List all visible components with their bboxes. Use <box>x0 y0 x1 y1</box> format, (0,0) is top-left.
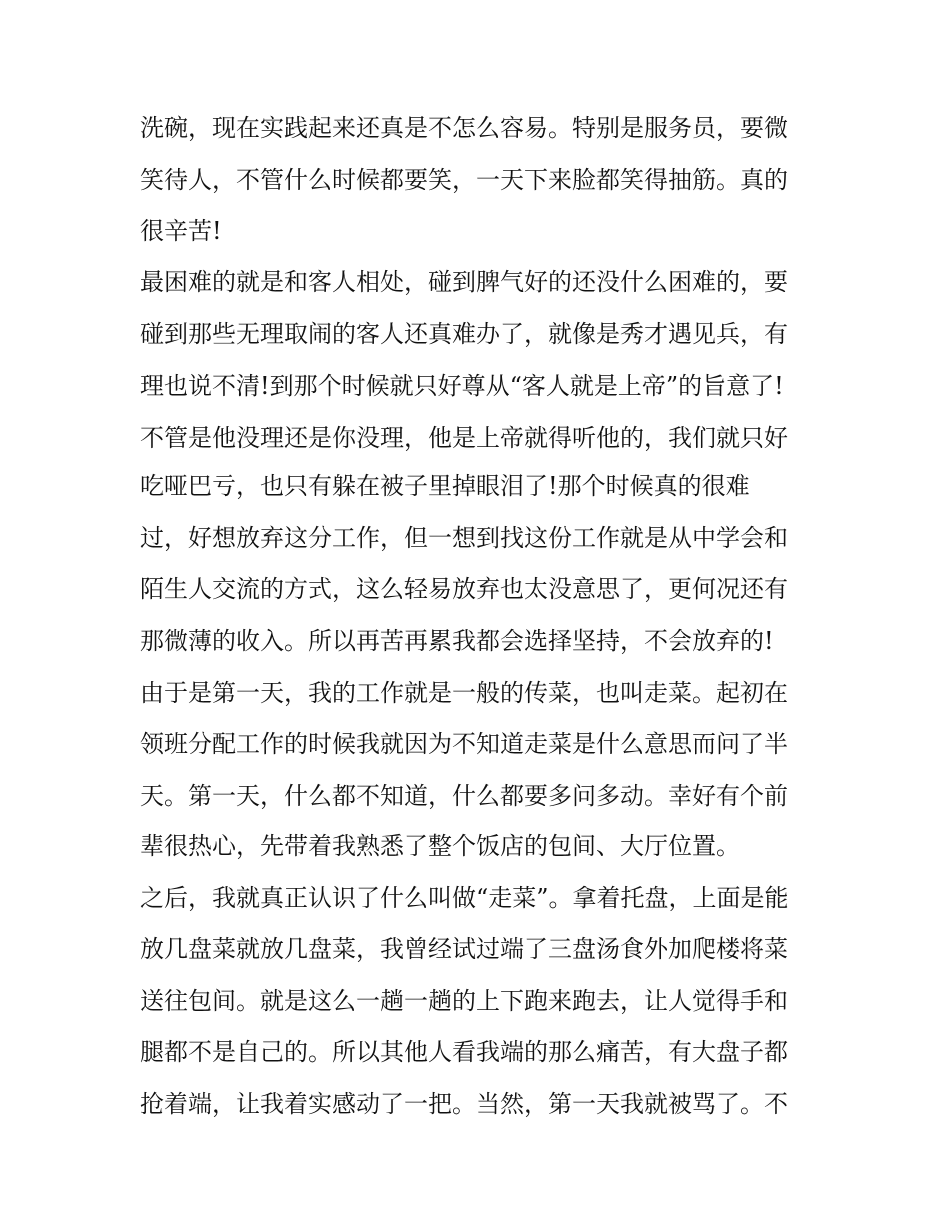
text-line: 最困难的就是和客人相处，碰到脾气好的还没什么困难的，要 <box>140 268 788 296</box>
text-line: 碰到那些无理取闹的客人还真难办了，就像是秀才遇见兵，有 <box>140 320 788 348</box>
text-line: 辈很热心，先带着我熟悉了整个饭店的包间、大厅位置。 <box>140 832 740 860</box>
text-line: 那微薄的收入。所以再苦再累我都会选择坚持，不会放弃的! <box>140 627 774 655</box>
text-line: 由于是第一天，我的工作就是一般的传菜，也叫走菜。起初在 <box>140 679 788 707</box>
text-line: 理也说不清!到那个时候就只好尊从“客人就是上帝”的旨意了! <box>140 372 784 400</box>
text-line: 放几盘菜就放几盘菜，我曾经试过端了三盘汤食外加爬楼将菜 <box>140 935 788 963</box>
text-line: 过，好想放弃这分工作，但一想到找这份工作就是从中学会和 <box>140 524 788 552</box>
text-line: 陌生人交流的方式，这么轻易放弃也太没意思了，更何况还有 <box>140 575 788 603</box>
text-line: 领班分配工作的时候我就因为不知道走菜是什么意思而问了半 <box>140 730 788 758</box>
text-line: 抢着端，让我着实感动了一把。当然，第一天我就被骂了。不 <box>140 1090 788 1118</box>
text-line: 洗碗，现在实践起来还真是不怎么容易。特别是服务员，要微 <box>140 114 788 142</box>
text-line: 之后，我就真正认识了什么叫做“走菜”。拿着托盘，上面是能 <box>140 884 789 912</box>
text-line: 吃哑巴亏，也只有躲在被子里掉眼泪了!那个时候真的很难 <box>140 472 750 500</box>
text-line: 不管是他没理还是你没理，他是上帝就得听他的，我们就只好 <box>140 424 788 452</box>
text-line: 腿都不是自己的。所以其他人看我端的那么痛苦，有大盘子都 <box>140 1038 788 1066</box>
text-line: 很辛苦! <box>140 217 222 245</box>
text-line: 笑待人，不管什么时候都要笑，一天下来脸都笑得抽筋。真的 <box>140 166 788 194</box>
text-line: 天。第一天，什么都不知道，什么都要多问多动。幸好有个前 <box>140 782 788 810</box>
text-line: 送往包间。就是这么一趟一趟的上下跑来跑去，让人觉得手和 <box>140 987 788 1015</box>
